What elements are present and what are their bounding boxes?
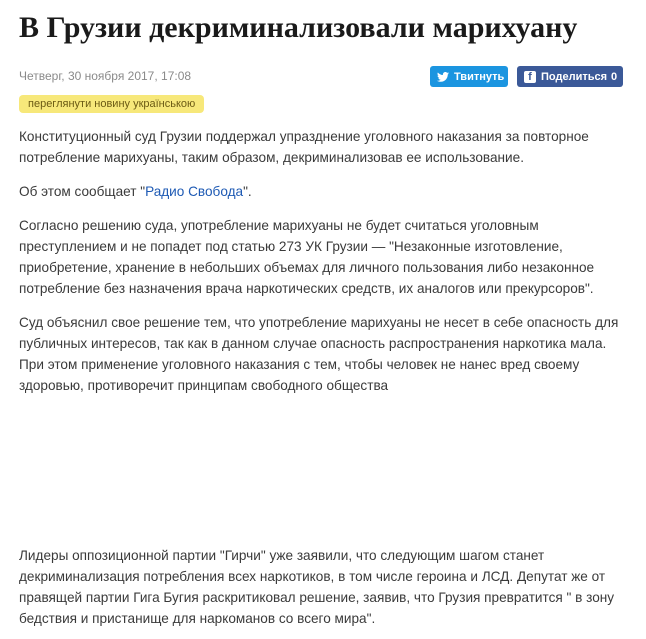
share-buttons xyxy=(430,66,623,87)
meta-row xyxy=(19,66,623,88)
article-body xyxy=(19,126,629,409)
paragraph-2-suffix: ". xyxy=(243,184,252,199)
facebook-share-label: Поделиться xyxy=(541,70,608,83)
paragraph-2 xyxy=(19,181,629,202)
twitter-bird-icon xyxy=(437,72,449,82)
paragraph-1: Конституционный суд Грузии поддержал упразднение уголовного наказания за повторное потребление марихуаны, таким образом, декриминализовав ее использование. xyxy=(19,129,589,165)
paragraph-5: Лидеры оппозиционной партии "Гирчи" уже заявили, что следующим шагом станет декриминализация потребления всех наркотиков, в том числе героина и ЛСД. Депутат же от правящей партии Гига Бугия раскритиковал решение, заявив, что Грузия превратится " в зону бедствия и пристанище для наркоманов со всего мира". xyxy=(19,548,615,626)
ukrainian-version-link[interactable]: переглянути новину українською xyxy=(19,95,204,113)
facebook-share-count: 0 xyxy=(611,70,618,83)
facebook-share-button[interactable] xyxy=(517,66,623,87)
paragraph-2-prefix: Об этом сообщает " xyxy=(19,184,146,199)
article-title: В Грузии декриминализовали марихуану xyxy=(19,11,578,44)
twitter-share-button[interactable] xyxy=(430,66,508,87)
paragraph-4: Суд объяснил свое решение тем, что употребление марихуаны не несет в себе опасность для публичных интересов, так как в данном случае опасность распространения наркотика мала. При этом применение уголовного наказания с тем, чтобы человек не нанес вред своему здоровью, противоречит принципам свободного общества xyxy=(19,315,619,393)
twitter-share-label: Твитнуть xyxy=(454,70,505,83)
publish-date: Четверг, 30 ноября 2017, 17:08 xyxy=(19,69,192,83)
source-link[interactable]: Радио Свобода xyxy=(145,184,244,199)
paragraph-3: Согласно решению суда, употребление марихуаны не будет считаться уголовным преступлением и не попадет под статью 273 УК Грузии — "Незаконные изготовление, приобретение, хранение в небольших объемах для личного пользования либо незаконное потребление без назначения врача наркотических средств, их аналогов или прекурсоров". xyxy=(19,218,595,296)
facebook-f-icon: f xyxy=(524,71,536,83)
